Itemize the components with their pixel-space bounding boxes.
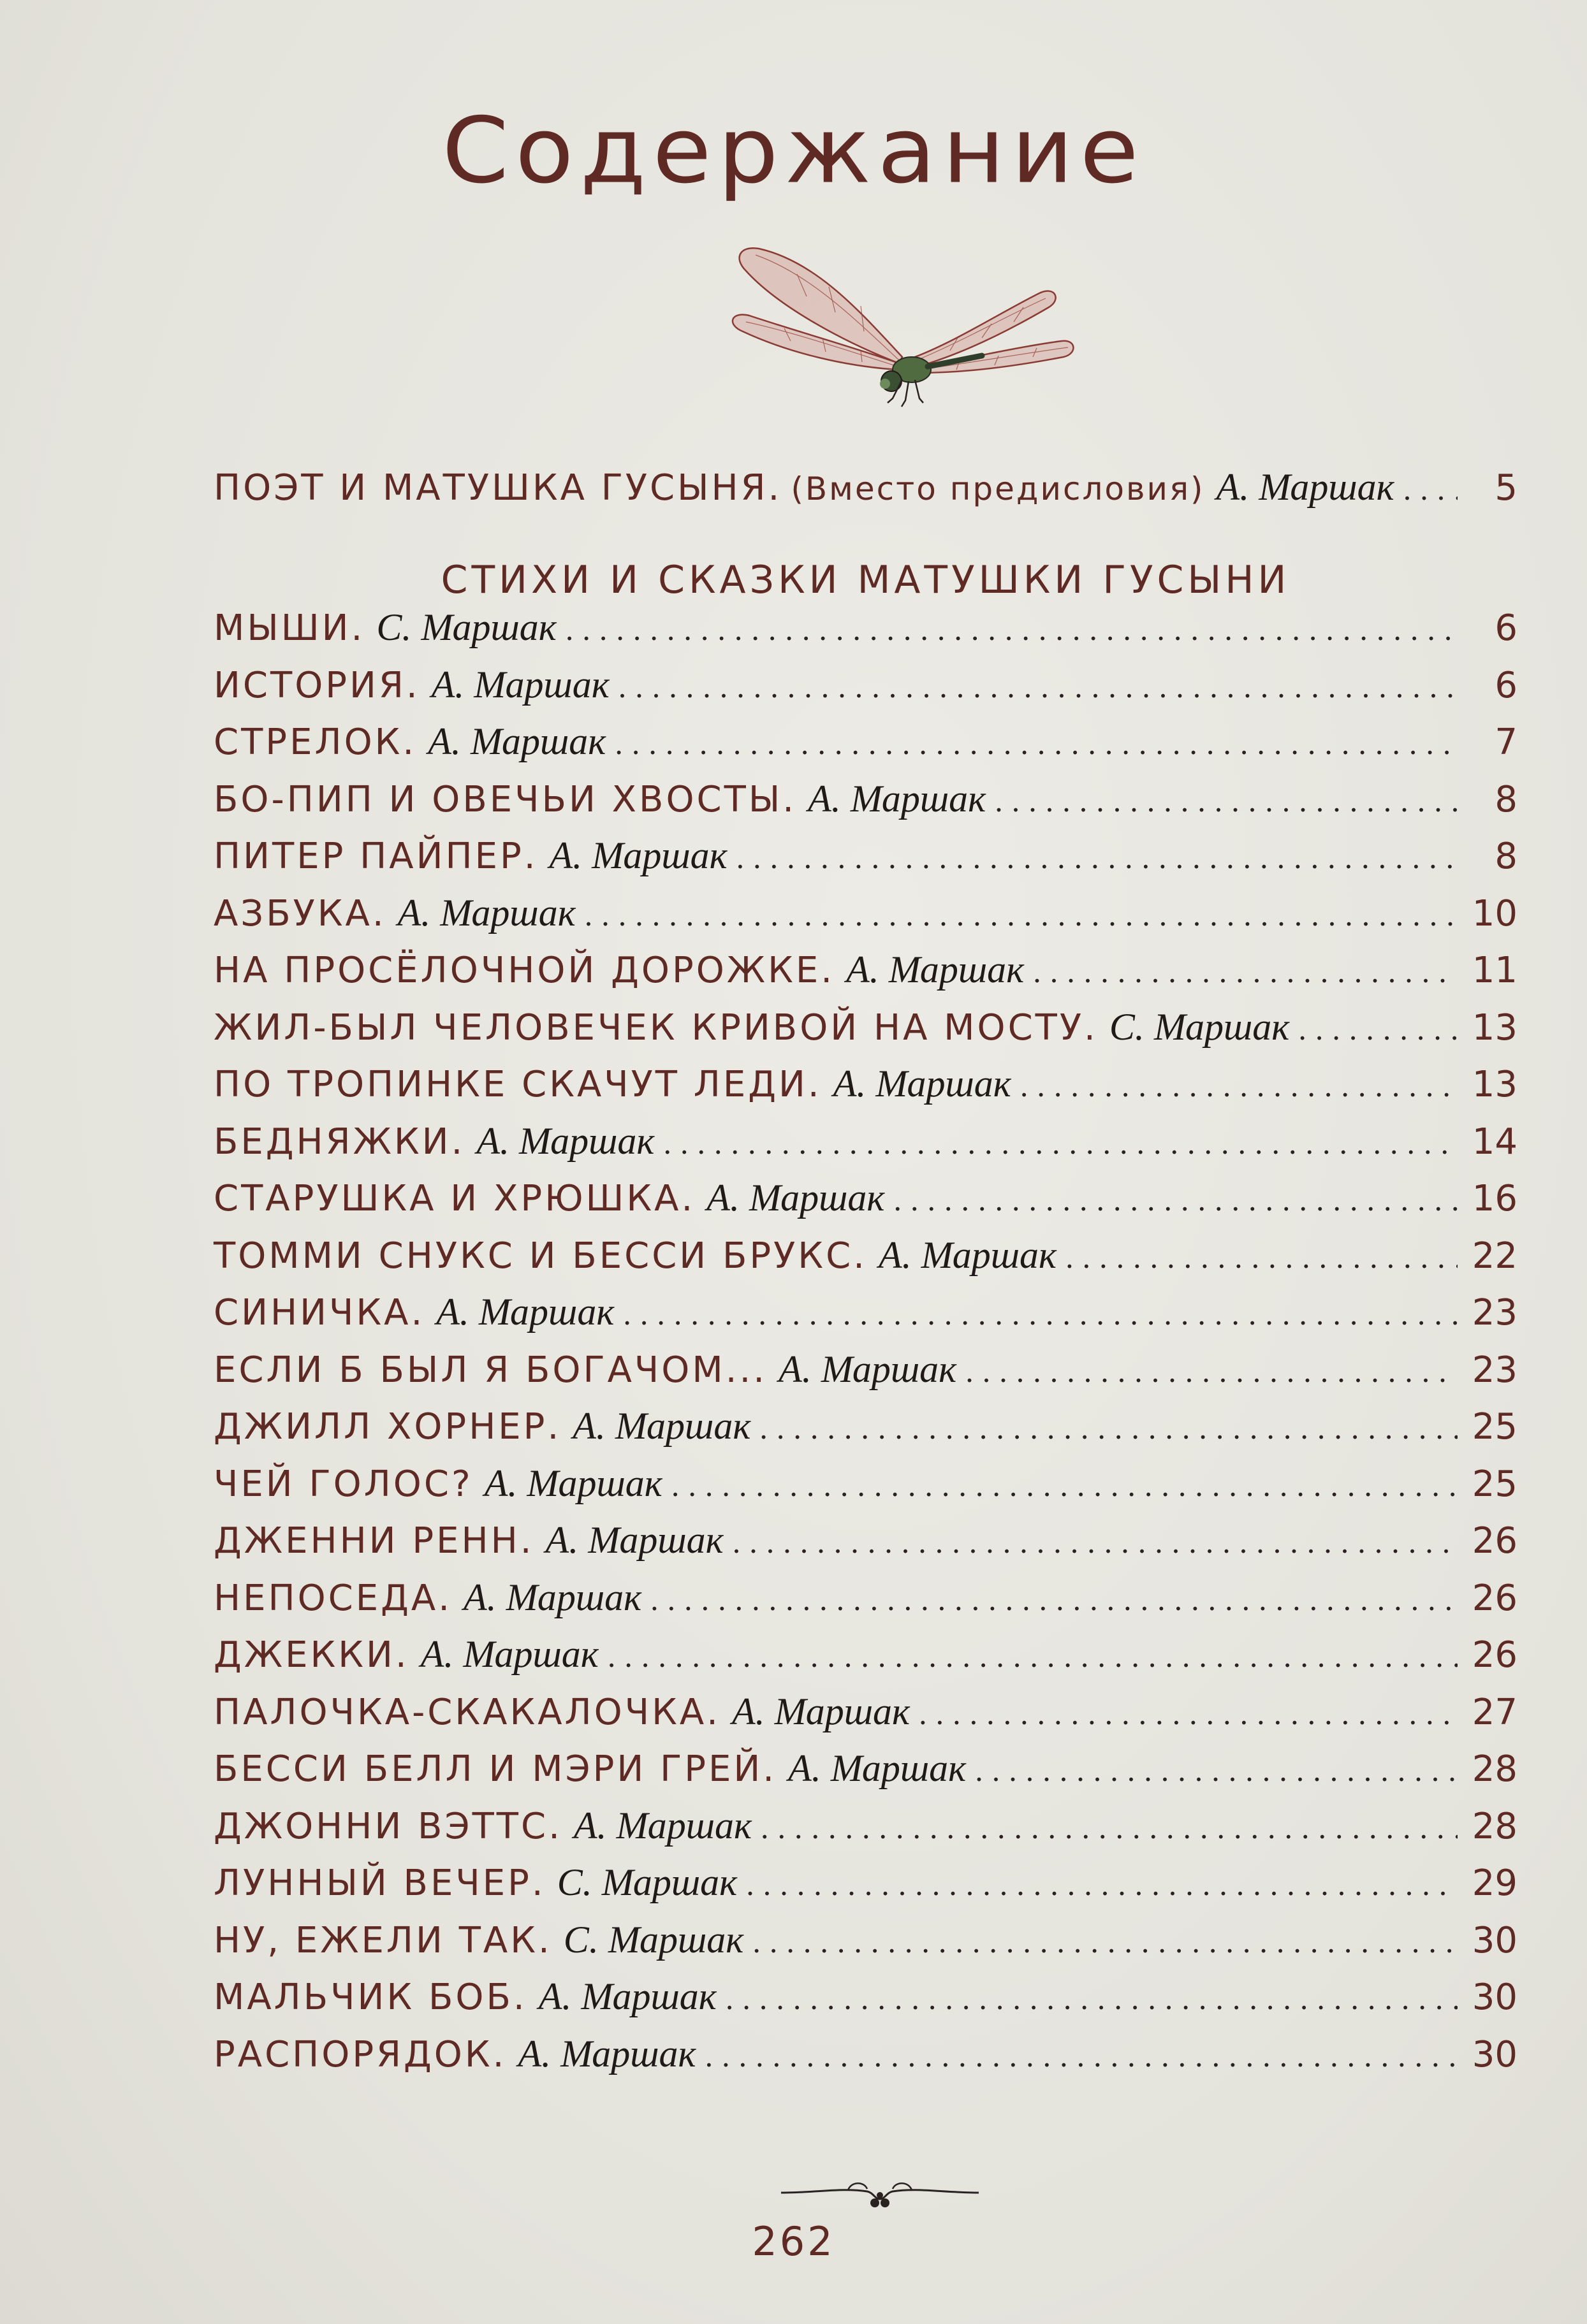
toc-entry-title: ДЖИЛЛ ХОРНЕР.: [214, 1406, 562, 1448]
toc-leader-dots: [1065, 1238, 1458, 1275]
toc-entry-title: ЛУННЫЙ ВЕЧЕР.: [214, 1863, 546, 1904]
toc-entry-page: 8: [1495, 778, 1518, 820]
toc-leader-dots: [759, 1409, 1458, 1446]
toc-entry-title: ПОЭТ И МАТУШКА ГУСЫНЯ.: [214, 467, 782, 509]
toc-entry-title: ЖИЛ-БЫЛ ЧЕЛОВЕЧЕК КРИВОЙ НА МОСТУ.: [214, 1006, 1098, 1049]
toc-leader-dots: [975, 1752, 1458, 1789]
toc-entry-title: ЕСЛИ Б БЫЛ Я БОГАЧОМ...: [214, 1349, 768, 1391]
toc-leader-dots: [623, 1295, 1458, 1332]
ornament-flourish-icon: [778, 2174, 982, 2212]
toc-entry-intro: [214, 465, 1518, 529]
toc-leader-dots: [585, 896, 1458, 933]
toc-entry-title: НА ПРОСЁЛОЧНОЙ ДОРОЖКЕ.: [214, 950, 835, 991]
toc-leader-dots: [733, 1523, 1458, 1560]
toc-entry-title: НУ, ЕЖЕЛИ ТАК.: [214, 1919, 552, 1961]
toc-entry-author: А. Маршак: [518, 2032, 696, 2075]
toc-entry: [214, 1632, 1518, 1690]
toc-entry-note: (Вместо предисловия): [791, 470, 1205, 507]
toc-entry: [214, 1404, 1518, 1462]
toc-leader-dots: [615, 725, 1458, 762]
toc-entry-title: СТРЕЛОК.: [214, 722, 417, 763]
toc-entry-page: 13: [1472, 1006, 1518, 1049]
toc-leader-dots: [726, 1980, 1458, 2017]
toc-entry-page: 16: [1472, 1178, 1518, 1219]
toc-entry: [214, 948, 1518, 1005]
toc-leader-dots: [608, 1638, 1458, 1674]
toc-entry-page: 13: [1472, 1064, 1518, 1105]
toc-leader-dots: [1298, 1010, 1458, 1047]
toc-entry-author: А. Маршак: [573, 1804, 752, 1847]
toc-entry-title: БО-ПИП И ОВЕЧЬИ ХВОСТЫ.: [214, 778, 797, 820]
toc-entry-author: А. Маршак: [464, 1576, 642, 1618]
toc-entry-author: А. Маршак: [833, 1063, 1011, 1105]
toc-entry-title: СИНИЧКА.: [214, 1292, 425, 1333]
toc-entry-author: А. Маршак: [878, 1233, 1057, 1276]
toc-entry-page: 26: [1472, 1520, 1518, 1562]
toc-entry-author: А. Маршак: [428, 720, 606, 762]
toc-entry-page: 8: [1495, 836, 1518, 877]
toc-entry-author: А. Маршак: [545, 1519, 724, 1561]
toc-entry-author: А. Маршак: [431, 663, 610, 706]
toc-leader-dots: [995, 782, 1458, 819]
toc-entry-author: А. Маршак: [573, 1405, 751, 1447]
toc-entry-author: А. Маршак: [549, 834, 728, 876]
toc-leader-dots: [746, 1866, 1458, 1903]
toc-entry-page: 5: [1495, 467, 1518, 509]
toc-entry-page: 28: [1472, 1805, 1518, 1847]
toc-entry-author: А. Маршак: [420, 1633, 599, 1675]
toc-entry-title: СТАРУШКА И ХРЮШКА.: [214, 1178, 696, 1219]
toc-leader-dots: [663, 1124, 1458, 1161]
toc-entry-page: 22: [1472, 1235, 1518, 1277]
toc-entry-author: А. Маршак: [706, 1177, 885, 1219]
toc-entry: [214, 777, 1518, 834]
toc-entry: [214, 1975, 1518, 2032]
toc-entry: [214, 1462, 1518, 1519]
toc-leader-dots: [761, 1809, 1458, 1846]
toc-entry: [214, 1233, 1518, 1291]
toc-leader-dots: [650, 1581, 1458, 1618]
toc-entry-author: А. Маршак: [397, 891, 576, 934]
toc-entry-page: 14: [1472, 1121, 1518, 1163]
toc-entry: [214, 1290, 1518, 1347]
toc-entry-title: БЕДНЯЖКИ.: [214, 1121, 465, 1163]
toc-entry: [214, 1347, 1518, 1405]
page-number: 262: [752, 2218, 835, 2265]
toc-entry-author: С. Маршак: [376, 606, 557, 648]
toc-entry: [214, 1119, 1518, 1177]
toc-entry-author: А. Маршак: [779, 1347, 957, 1390]
toc-entry-page: 29: [1472, 1863, 1518, 1904]
toc-entry-title: ПАЛОЧКА-СКАКАЛОЧКА.: [214, 1691, 720, 1733]
toc-entry: [214, 1804, 1518, 1861]
toc-entry: [214, 2032, 1518, 2089]
toc-leader-dots: [618, 668, 1458, 705]
toc-leader-dots: [752, 1923, 1458, 1960]
toc-entry-page: 11: [1472, 950, 1518, 991]
section-title: СТИХИ И СКАЗКИ МАТУШКИ ГУСЫНИ: [441, 558, 1291, 602]
toc-entry-title: РАСПОРЯДОК.: [214, 2033, 507, 2075]
toc-entry-page: 30: [1472, 1977, 1518, 2018]
toc-leader-dots: [705, 2037, 1458, 2074]
toc-entry-author: С. Маршак: [557, 1861, 738, 1903]
toc-entry-title: БЕССИ БЕЛЛ И МЭРИ ГРЕЙ.: [214, 1748, 777, 1790]
toc-entry-page: 10: [1472, 892, 1518, 934]
toc-entry: [214, 1861, 1518, 1918]
dragonfly-icon: [720, 236, 1078, 414]
toc-entry-author: С. Маршак: [1109, 1005, 1290, 1048]
toc-entry-title: ДЖЕННИ РЕНН.: [214, 1520, 534, 1562]
page-heading: Содержание: [442, 98, 1145, 204]
toc-entry-page: 23: [1472, 1292, 1518, 1333]
toc-leader-dots: [919, 1695, 1458, 1732]
toc-entry-page: 7: [1495, 722, 1518, 763]
toc-entry-page: 6: [1495, 664, 1518, 706]
toc-entry: [214, 834, 1518, 891]
toc-entry-author: А. Маршак: [436, 1291, 615, 1333]
toc-entry-title: ИСТОРИЯ.: [214, 664, 420, 706]
toc-entry-author: А. Маршак: [808, 777, 986, 820]
toc-entry-title: МЫШИ.: [214, 607, 365, 649]
toc-entry-author: А. Маршак: [731, 1690, 911, 1732]
toc-entry-title: ЧЕЙ ГОЛОС?: [214, 1463, 473, 1505]
toc-entry: [214, 1918, 1518, 1975]
toc-entry-author: А. Маршак: [476, 1119, 655, 1162]
toc-entry: [214, 1747, 1518, 1804]
toc-entry: [214, 1062, 1518, 1119]
toc-entry-author: А. Маршак: [484, 1462, 662, 1504]
toc-entry-title: ДЖЕККИ.: [214, 1634, 409, 1676]
toc-entry-page: 27: [1472, 1691, 1518, 1733]
toc-entry: [214, 1576, 1518, 1633]
toc-entry-title: ТОММИ СНУКС И БЕССИ БРУКС.: [214, 1235, 867, 1277]
toc-leader-dots: [566, 611, 1458, 648]
toc-entry-author: А. Маршак: [846, 948, 1025, 991]
toc-entry: [214, 1690, 1518, 1747]
toc-entry: [214, 663, 1518, 720]
toc-leader-dots: [1403, 470, 1458, 507]
toc-entry-list: [214, 606, 1518, 2089]
toc-entry-page: 28: [1472, 1748, 1518, 1790]
toc-entry-title: ДЖОННИ ВЭТТС.: [214, 1805, 562, 1847]
toc-leader-dots: [1033, 953, 1458, 990]
toc-entry-title: АЗБУКА.: [214, 892, 386, 934]
toc-entry-page: 6: [1495, 607, 1518, 649]
toc-entry-page: 25: [1472, 1463, 1518, 1505]
toc-entry-page: 25: [1472, 1406, 1518, 1448]
toc-entry-page: 26: [1472, 1634, 1518, 1676]
toc-entry-page: 26: [1472, 1577, 1518, 1619]
toc-entry-title: ПО ТРОПИНКЕ СКАЧУТ ЛЕДИ.: [214, 1064, 822, 1105]
toc-entry-page: 30: [1472, 1919, 1518, 1961]
toc-leader-dots: [1020, 1067, 1458, 1104]
toc-entry: [214, 1176, 1518, 1233]
table-of-contents: [214, 465, 1518, 2089]
toc-entry-page: 23: [1472, 1349, 1518, 1391]
toc-entry: [214, 1005, 1518, 1063]
toc-entry: [214, 891, 1518, 948]
toc-entry-title: НЕПОСЕДА.: [214, 1577, 453, 1619]
toc-entry-author: А. Маршак: [1216, 466, 1394, 508]
toc-entry-author: С. Маршак: [563, 1918, 744, 1961]
toc-entry-page: 30: [1472, 2033, 1518, 2075]
toc-entry-author: А. Маршак: [788, 1747, 967, 1789]
toc-entry-author: А. Маршак: [538, 1975, 717, 2017]
toc-leader-dots: [736, 839, 1458, 876]
toc-entry: [214, 720, 1518, 777]
toc-leader-dots: [965, 1353, 1458, 1390]
toc-entry: [214, 606, 1518, 663]
toc-leader-dots: [671, 1467, 1458, 1504]
toc-entry-title: МАЛЬЧИК БОБ.: [214, 1977, 527, 2018]
toc-entry-title: ПИТЕР ПАЙПЕР.: [214, 836, 538, 877]
toc-leader-dots: [893, 1181, 1458, 1218]
toc-entry: [214, 1518, 1518, 1576]
